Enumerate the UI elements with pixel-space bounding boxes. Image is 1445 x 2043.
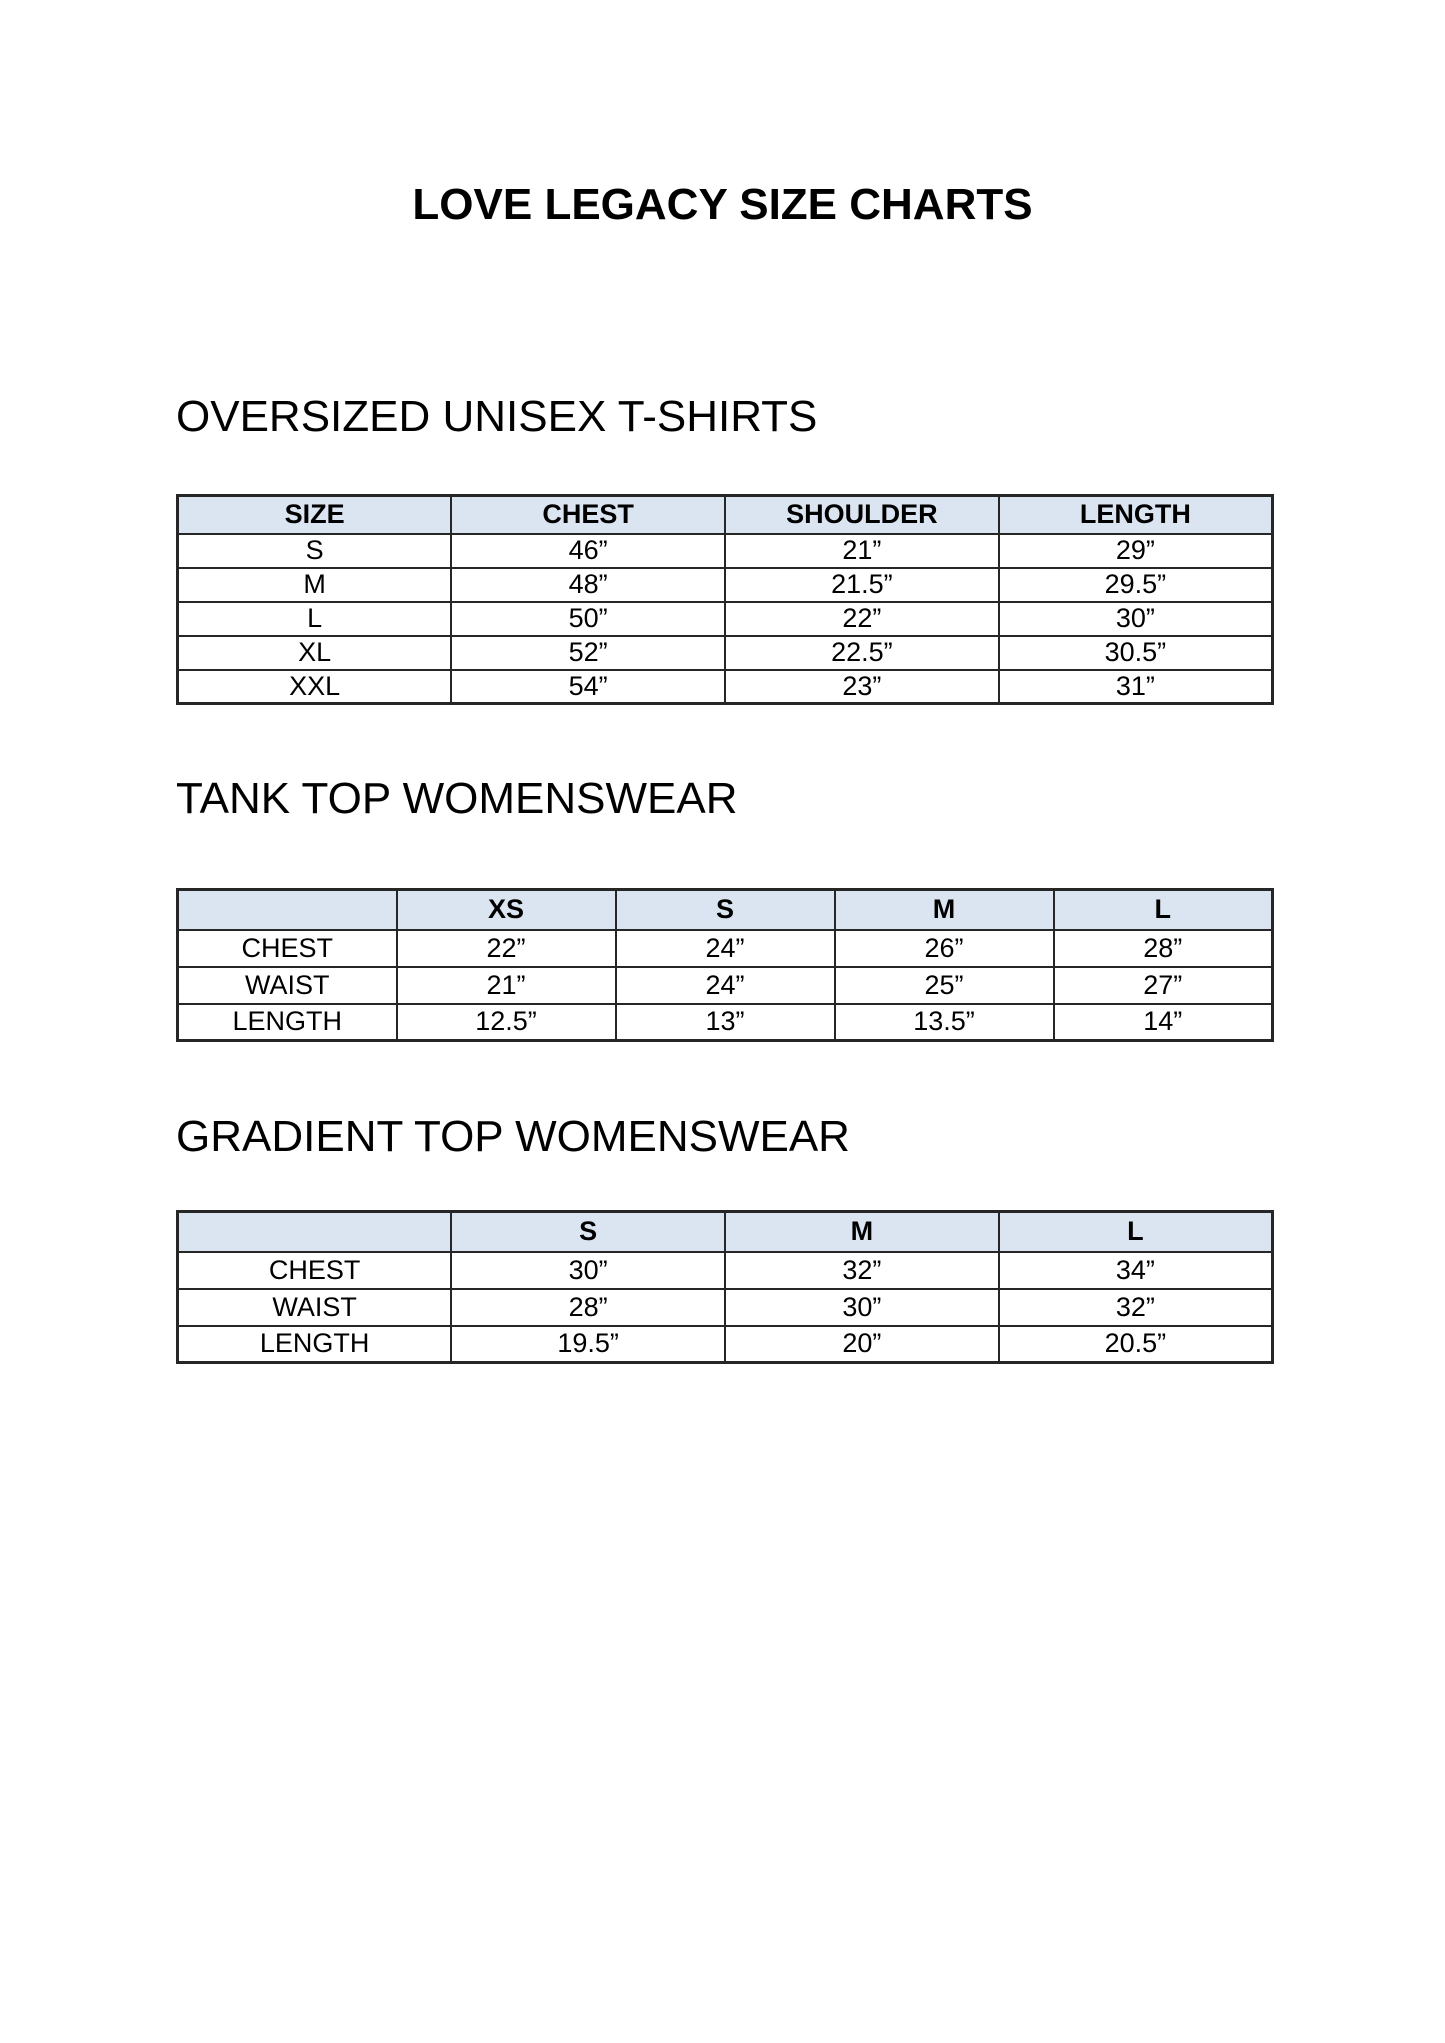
- table-cell: 30”: [999, 602, 1273, 636]
- table-cell: 30”: [725, 1289, 999, 1326]
- table-row: [178, 1326, 1273, 1363]
- row-label-cell: XL: [178, 636, 452, 670]
- column-header-cell: L: [1054, 890, 1273, 930]
- row-label-cell: CHEST: [178, 1252, 452, 1289]
- table-row: [178, 534, 1273, 568]
- table-cell: 52”: [451, 636, 725, 670]
- table-cell: 12.5”: [397, 1004, 616, 1041]
- column-header-cell: M: [835, 890, 1054, 930]
- column-header-cell: LENGTH: [999, 496, 1273, 534]
- gradient-top-womenswear-size-table: [176, 1210, 1274, 1364]
- table-row: [178, 1289, 1273, 1326]
- row-label-cell: M: [178, 568, 452, 602]
- table-cell: 20.5”: [999, 1326, 1273, 1363]
- column-header-cell: [178, 1212, 452, 1252]
- table-cell: 22.5”: [725, 636, 999, 670]
- table-cell: 32”: [999, 1289, 1273, 1326]
- row-label-cell: WAIST: [178, 1289, 452, 1326]
- table-cell: 26”: [835, 930, 1054, 967]
- table-cell: 28”: [1054, 930, 1273, 967]
- gradient-top-womenswear-table-container: [176, 1210, 1274, 1364]
- row-label-cell: LENGTH: [178, 1004, 397, 1041]
- column-header-cell: SHOULDER: [725, 496, 999, 534]
- table-cell: 34”: [999, 1252, 1273, 1289]
- table-cell: 20”: [725, 1326, 999, 1363]
- table-row: [178, 930, 1273, 967]
- table-cell: 14”: [1054, 1004, 1273, 1041]
- table-cell: 30.5”: [999, 636, 1273, 670]
- table-row: [178, 670, 1273, 704]
- table-row: [178, 1252, 1273, 1289]
- page-title: LOVE LEGACY SIZE CHARTS: [412, 180, 1033, 229]
- table-header-row: [178, 890, 1273, 930]
- table-cell: 21.5”: [725, 568, 999, 602]
- table-cell: 22”: [397, 930, 616, 967]
- row-label-cell: L: [178, 602, 452, 636]
- tank-top-womenswear-size-table: [176, 888, 1274, 1042]
- table-cell: 46”: [451, 534, 725, 568]
- table-header-row: [178, 496, 1273, 534]
- table-cell: 24”: [616, 967, 835, 1004]
- column-header-cell: CHEST: [451, 496, 725, 534]
- table-row: [178, 568, 1273, 602]
- table-cell: 13”: [616, 1004, 835, 1041]
- table-cell: 24”: [616, 930, 835, 967]
- table-cell: 22”: [725, 602, 999, 636]
- column-header-cell: XS: [397, 890, 616, 930]
- table-cell: 21”: [725, 534, 999, 568]
- oversized-unisex-t-shirts-table-container: [176, 494, 1274, 705]
- table-cell: 32”: [725, 1252, 999, 1289]
- table-cell: 50”: [451, 602, 725, 636]
- table-cell: 31”: [999, 670, 1273, 704]
- table-cell: 13.5”: [835, 1004, 1054, 1041]
- oversized-unisex-t-shirts-size-table: [176, 494, 1274, 705]
- table-cell: 25”: [835, 967, 1054, 1004]
- column-header-cell: SIZE: [178, 496, 452, 534]
- row-label-cell: S: [178, 534, 452, 568]
- section-heading-gradient-top-womenswear: GRADIENT TOP WOMENSWEAR: [176, 1112, 850, 1161]
- table-cell: 30”: [451, 1252, 725, 1289]
- table-cell: 28”: [451, 1289, 725, 1326]
- table-cell: 48”: [451, 568, 725, 602]
- table-row: [178, 967, 1273, 1004]
- column-header-cell: [178, 890, 397, 930]
- table-row: [178, 602, 1273, 636]
- row-label-cell: WAIST: [178, 967, 397, 1004]
- table-header-row: [178, 1212, 1273, 1252]
- table-cell: 29”: [999, 534, 1273, 568]
- section-heading-tank-top-womenswear: TANK TOP WOMENSWEAR: [176, 774, 738, 823]
- table-cell: 21”: [397, 967, 616, 1004]
- row-label-cell: CHEST: [178, 930, 397, 967]
- table-cell: 27”: [1054, 967, 1273, 1004]
- column-header-cell: M: [725, 1212, 999, 1252]
- table-row: [178, 1004, 1273, 1041]
- table-row: [178, 636, 1273, 670]
- table-cell: 19.5”: [451, 1326, 725, 1363]
- table-cell: 23”: [725, 670, 999, 704]
- column-header-cell: L: [999, 1212, 1273, 1252]
- table-cell: 54”: [451, 670, 725, 704]
- row-label-cell: XXL: [178, 670, 452, 704]
- row-label-cell: LENGTH: [178, 1326, 452, 1363]
- column-header-cell: S: [616, 890, 835, 930]
- section-heading-oversized-unisex-t-shirts: OVERSIZED UNISEX T-SHIRTS: [176, 392, 818, 441]
- column-header-cell: S: [451, 1212, 725, 1252]
- table-cell: 29.5”: [999, 568, 1273, 602]
- tank-top-womenswear-table-container: [176, 888, 1274, 1042]
